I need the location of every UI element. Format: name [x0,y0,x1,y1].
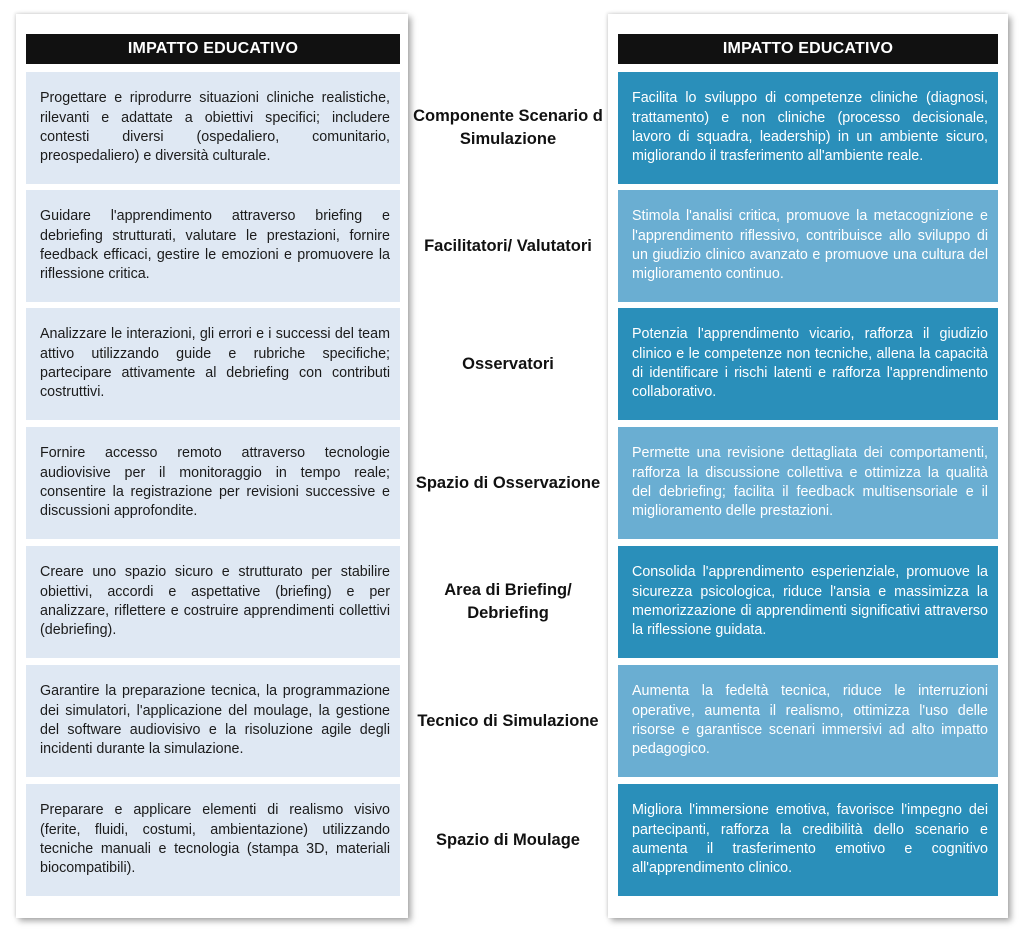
role-description-text: Analizzare le interazioni, gli errori e i successi del team attivo utilizzando guide e rubriche specifiche; partecipare attivamente al debriefing con contributi costruttivi. [40,326,390,401]
component-label [410,784,606,896]
educational-impact-text: Migliora l'immersione emotiva, favorisce l'impegno dei partecipanti, rafforza la credibilità dello scenario e aumenta il trasferimento emotivo e cognitivo all'apprendimento clinico. [632,802,988,877]
component-label [410,308,606,420]
role-description-box [26,546,400,658]
component-label [410,665,606,777]
component-label [410,190,606,302]
component-label [410,427,606,539]
role-description-text: Fornire accesso remoto attraverso tecnologie audiovisive per il monitoraggio in tempo reale; consentire la registrazione per revisioni successive e discussioni approfondite. [40,445,390,520]
educational-impact-box [618,72,998,184]
role-description-text: Creare uno spazio sicuro e strutturato per stabilire obiettivi, accordi e aspettative (briefing) e per analizzare, riflettere e costruire apprendimenti collettivi (debriefing). [40,564,390,639]
component-label [410,72,606,184]
educational-impact-text: Potenzia l'apprendimento vicario, rafforza il giudizio clinico e le competenze non tecniche, allena la capacità di identificare i rischi latenti e rafforza l'apprendimento collaborativo. [632,326,988,401]
component-label-text: Facilitatori/ Valutatori [424,236,592,255]
educational-impact-box [618,784,998,896]
role-description-box [26,665,400,777]
component-label-text: Osservatori [462,354,554,373]
educational-impact-box [618,665,998,777]
educational-impact-box [618,308,998,420]
component-label-text: Spazio di Moulage [436,830,580,849]
educational-impact-text: Permette una revisione dettagliata dei comportamenti, rafforza la discussione collettiva e ottimizza la qualità del debriefing; facilita il feedback multisensoriale e il miglioramento delle prestazioni. [632,445,988,520]
left-panel [16,14,408,918]
role-description-text: Progettare e riprodurre situazioni cliniche realistiche, rilevanti e adattate a obiettivi specifici; includere contesti diversi (ospedaliero, comunitario, preospedaliero) e diversità culturale. [40,90,390,165]
right-panel [608,14,1008,918]
role-description-box [26,308,400,420]
role-description-text: Garantire la preparazione tecnica, la programmazione dei simulatori, l'applicazione del moulage, la gestione del software audiovisivo e la risoluzione agile degli incidenti durante la simulazione. [40,683,390,758]
educational-impact-text: Aumenta la fedeltà tecnica, riduce le interruzioni operative, aumenta il realismo, ottimizza l'uso delle risorse e garantisce scenari immersivi ad alto impatto pedagogico. [632,683,988,758]
role-description-box [26,72,400,184]
role-description-box [26,190,400,302]
right-header: IMPATTO EDUCATIVO [618,34,998,64]
educational-impact-box [618,546,998,658]
component-label-text: Componente Scenario d Simulazione [413,107,603,148]
component-label [410,546,606,658]
role-description-box [26,427,400,539]
left-header: IMPATTO EDUCATIVO [26,34,400,64]
role-description-text: Guidare l'apprendimento attraverso briefing e debriefing strutturati, valutare le prestazioni, fornire feedback efficaci, gestire le emozioni e promuovere la riflessione critica. [40,208,390,283]
component-label-text: Spazio di Osservazione [415,473,601,492]
educational-impact-text: Stimola l'analisi critica, promuove la metacognizione e l'apprendimento riflessivo, contribuisce allo sviluppo di un giudizio clinico avanzato e promuove una cultura del miglioramento continuo. [632,208,988,283]
component-label-text: Tecnico di Simulazione [417,711,599,730]
educational-impact-text: Facilita lo sviluppo di competenze cliniche (diagnosi, trattamento) e non cliniche (processo decisionale, lavoro di squadra, leadership) in un ambiente sicuro, migliorando il trasferimento all'ambiente reale. [632,90,988,165]
role-description-box [26,784,400,896]
educational-impact-box [618,190,998,302]
educational-impact-box [618,427,998,539]
role-description-text: Preparare e applicare elementi di realismo visivo (ferite, fluidi, costumi, ambientazione) utilizzando tecniche manuali e tecnologia (stampa 3D, materiali biocompatibili). [40,802,390,877]
educational-impact-text: Consolida l'apprendimento esperienziale, promuove la sicurezza psicologica, riduce l'ansia e massimizza la memorizzazione di apprendimenti significativi attraverso la riflessione guidata. [632,564,988,639]
component-label-text: Area di Briefing/ Debriefing [444,581,572,622]
